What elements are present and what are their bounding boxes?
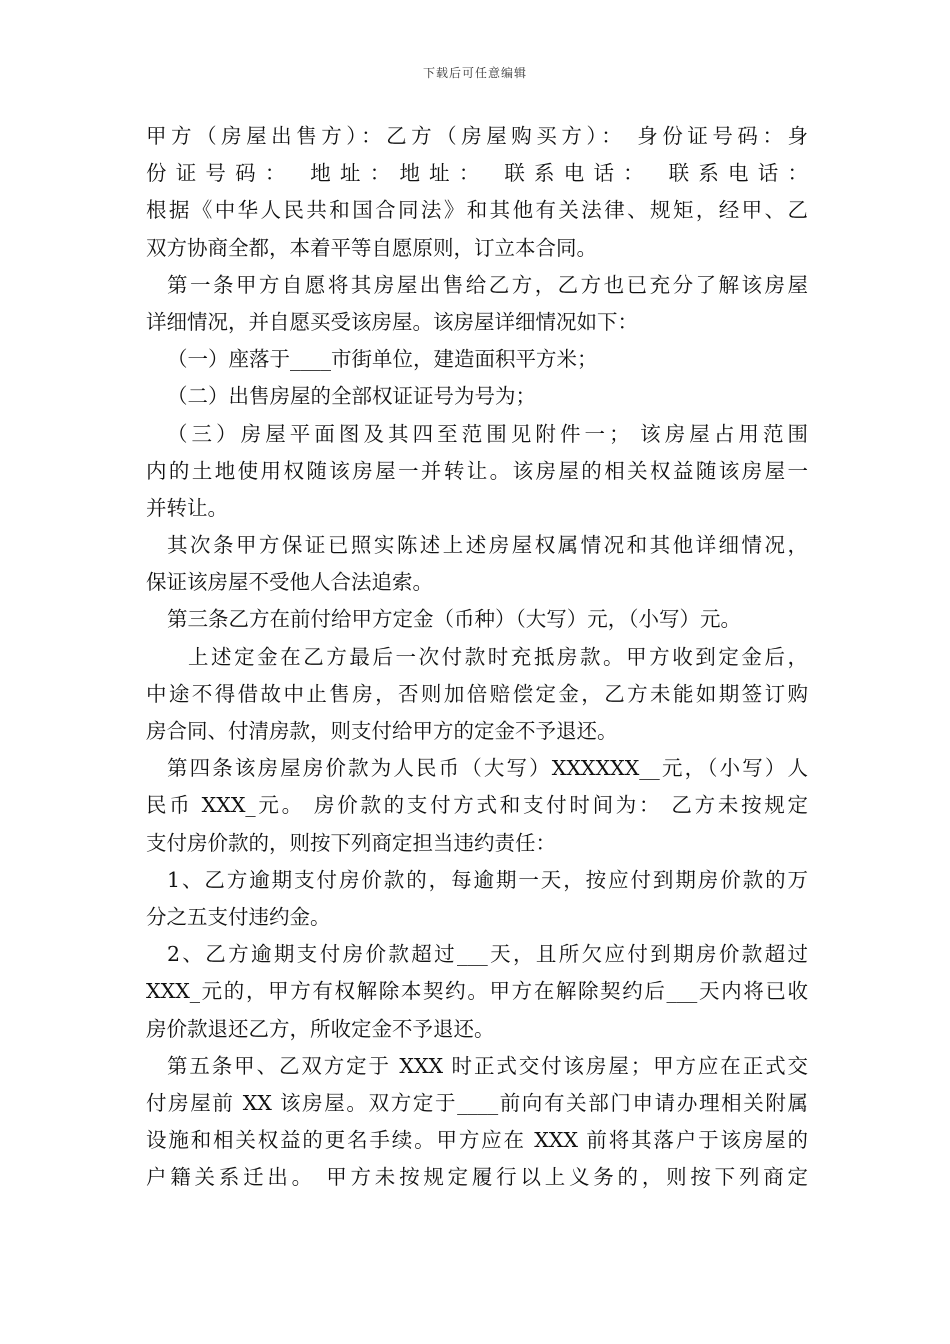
page-header-note: 下载后可任意编辑 [422, 66, 527, 80]
contract-line: 房合同、付清房款，则支付给甲方的定金不予退还。 [146, 719, 618, 743]
contract-line: 第四条该房屋房价款为人民币（大写）XXXXXX__元，（小写）人 [167, 756, 808, 781]
contract-line: 第一条甲方自愿将其房屋出售给乙方，乙方也已充分了解该房屋 [167, 272, 808, 297]
contract-line: 保证该房屋不受他人合法追索。 [146, 570, 433, 595]
contract-line: 付房屋前 XX 该房屋。双方定于____前向有关部门申请办理相关附属 [146, 1090, 808, 1115]
contract-line: 其次条甲方保证已照实陈述上述房屋权属情况和其他详细情况， [167, 533, 808, 558]
contract-line: 第三条乙方在前付给甲方定金（币种）（大写）元，（小写）元。 [167, 607, 741, 632]
contract-line: 户籍关系迁出。 甲方未按规定履行以上义务的，则按下列商定 [146, 1165, 808, 1190]
contract-line: 分之五支付违约金。 [146, 904, 331, 929]
contract-line: 中途不得借故中止售房，否则加倍赔偿定金，乙方未能如期签订购 [146, 681, 808, 706]
contract-line: 房价款退还乙方，所收定金不予退还。 [146, 1016, 495, 1041]
contract-line: （三）房屋平面图及其四至范围见附件一； 该房屋占用范围 [167, 421, 808, 446]
contract-line: 1、乙方逾期支付房价款的，每逾期一天，按应付到期房价款的万 [167, 867, 808, 892]
contract-line: 民币 XXX_元。 房价款的支付方式和支付时间为： 乙方未按规定 [146, 793, 808, 818]
contract-line: 根据《中华人民共和国合同法》和其他有关法律、规矩，经甲、乙 [146, 198, 808, 223]
contract-line: （一）座落于____市街单位，建造面积平方米； [167, 347, 598, 372]
contract-line: 设施和相关权益的更名手续。甲方应在 XXX 前将其落户于该房屋的 [146, 1128, 808, 1153]
contract-line: 并转让。 [146, 495, 228, 520]
contract-line: 2、乙方逾期支付房价款超过___天，且所欠应付到期房价款超过 [167, 942, 808, 967]
contract-line: 支付房价款的，则按下列商定担当违约责任： [146, 830, 556, 855]
contract-body [146, 118, 808, 1196]
contract-line: 第五条甲、乙双方定于 XXX 时正式交付该房屋；甲方应在正式交 [167, 1053, 808, 1078]
contract-line: XXX_元的，甲方有权解除本契约。甲方在解除契约后___天内将已收 [146, 979, 808, 1004]
contract-line: 内的土地使用权随该房屋一并转让。该房屋的相关权益随该房屋一 [146, 458, 808, 483]
contract-line: 份证号码： 地址：地址： 联系电话： 联系电话： [146, 161, 808, 186]
contract-line: 详细情况，并自愿买受该房屋。该房屋详细情况如下： [146, 309, 638, 334]
contract-line: 上述定金在乙方最后一次付款时充抵房款。甲方收到定金后， [188, 644, 808, 669]
contract-line: 双方协商全都，本着平等自愿原则，订立本合同。 [146, 235, 597, 260]
contract-line: 甲方（房屋出售方）：乙方（房屋购买方）： 身份证号码：身 [146, 124, 808, 148]
contract-line: （二）出售房屋的全部权证证号为号为； [167, 384, 536, 409]
